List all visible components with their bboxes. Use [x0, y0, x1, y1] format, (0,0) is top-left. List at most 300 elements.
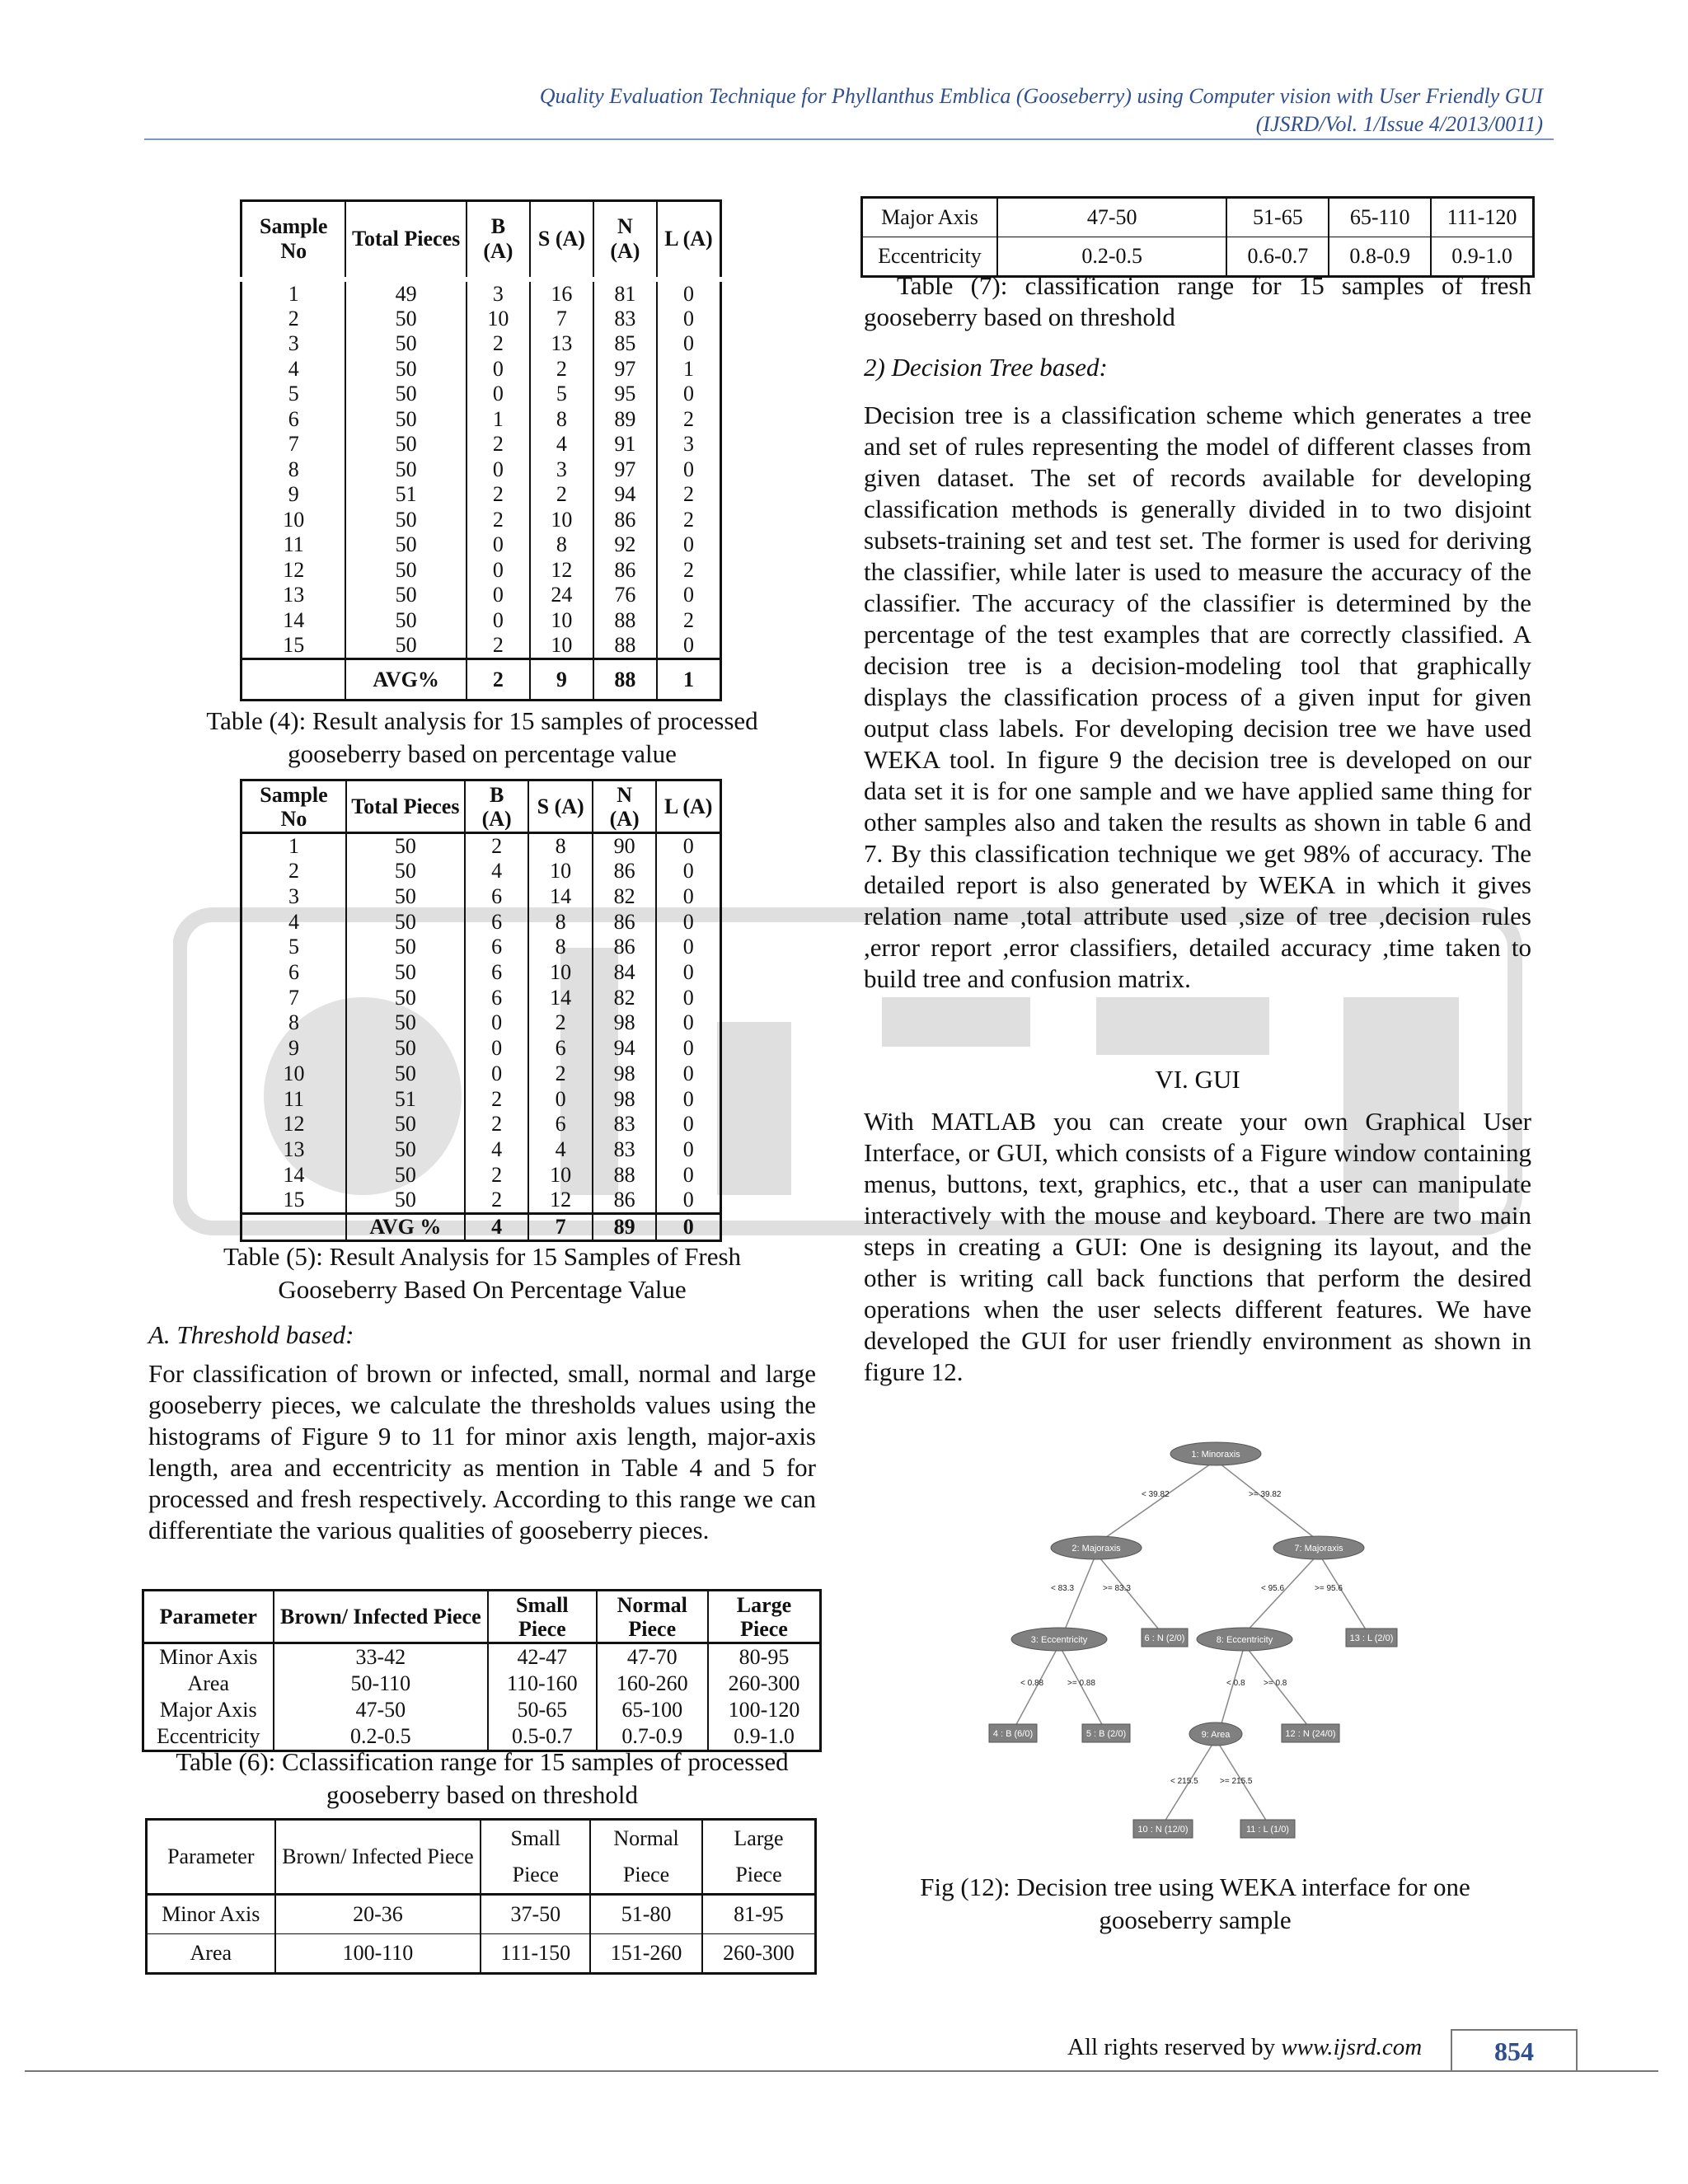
table-cell: 98	[593, 1010, 657, 1036]
tree-node-label: 5 : B (2/0)	[1085, 1729, 1127, 1739]
table-cell: 8	[528, 935, 593, 960]
table-cell: 2	[467, 331, 530, 357]
table-row	[241, 633, 721, 659]
table-row	[241, 884, 721, 910]
table-cell: 4	[465, 1213, 529, 1240]
table-row	[241, 357, 721, 382]
table-cell: 6	[465, 985, 529, 1010]
table-cell: 90	[593, 833, 657, 860]
table-cell: 2	[682, 482, 694, 507]
edge-label: >= 0.8	[1264, 1679, 1287, 1688]
decision-tree-heading: 2) Decision Tree based:	[864, 353, 1108, 382]
table-cell: 4	[465, 859, 529, 884]
table-cell: 10	[530, 633, 593, 659]
table-cell: 50-65	[488, 1697, 596, 1723]
table-row	[241, 1062, 721, 1087]
table-cell: 10	[467, 307, 530, 332]
edge-label: >= 95.6	[1315, 1584, 1343, 1593]
table-cell: Eccentricity	[862, 237, 997, 277]
table-cell: 1	[241, 279, 346, 307]
table-cell: 0	[682, 1086, 694, 1111]
table-cell: 2	[467, 508, 530, 533]
table-row	[241, 1086, 721, 1112]
gui-body: With MATLAB you can create your own Graphical User Interface, or GUI, which consists of a Figure window containing menus, buttons, text, graphics, etc., that a user can manipulate interactively with the mouse and keyboard. There are two main steps in creating a GUI: One is designing its layout, and the other is writing call back functions that perform the desired operations when the user selects different features. We have developed the GUI for user friendly environment as shown in figure 12.	[864, 1107, 1531, 1386]
table-header: B (A)	[465, 780, 529, 833]
table-cell: 0	[682, 859, 694, 883]
table-cell: Area	[143, 1671, 274, 1697]
table-cell: 86	[593, 508, 657, 533]
table-cell: 111-150	[481, 1934, 590, 1974]
table-cell: 4	[241, 909, 346, 935]
table-cell: 8	[530, 407, 593, 433]
table-row	[241, 279, 721, 307]
table-cell: 1	[467, 407, 530, 433]
table-cell: 7	[528, 1213, 593, 1240]
table-cell: 10	[241, 1062, 346, 1087]
table-row	[241, 833, 721, 860]
footer-copyright	[1067, 2034, 1422, 2061]
table-cell: AVG %	[346, 1213, 465, 1240]
table-5	[240, 779, 722, 1242]
table-cell: 0	[682, 382, 694, 406]
table-cell: Minor Axis	[147, 1895, 275, 1934]
table-row	[241, 457, 721, 483]
table-cell: 50	[346, 1188, 465, 1214]
table-cell: 0	[682, 1112, 694, 1137]
table-cell: 0	[682, 633, 694, 657]
table-cell: 13	[241, 1137, 346, 1163]
table-7-part-1	[145, 1818, 817, 1975]
table-cell: 6	[465, 935, 529, 960]
table-cell: 98	[593, 1086, 657, 1112]
table-header: Total Pieces	[345, 201, 466, 279]
table-cell: 85	[593, 331, 657, 357]
tree-node-label: 10 : N (12/0)	[1137, 1825, 1189, 1835]
table-row	[147, 1895, 816, 1934]
table-cell: 6	[528, 1112, 593, 1137]
table-cell: AVG%	[345, 659, 466, 701]
table-cell: 0	[682, 583, 694, 607]
table-cell: 49	[345, 279, 466, 307]
table-row	[241, 1112, 721, 1137]
table-cell: 50	[346, 935, 465, 960]
table-cell: 2	[467, 633, 530, 659]
table-cell: 82	[593, 884, 657, 910]
table-cell: 8	[528, 833, 593, 860]
table-cell: 50	[346, 1137, 465, 1163]
table-cell: 1	[682, 356, 694, 381]
table-row	[241, 1188, 721, 1214]
table-cell: 81	[593, 279, 657, 307]
gui-heading: VI. GUI	[1155, 1065, 1240, 1094]
table-cell: 50	[346, 1112, 465, 1137]
table-cell: 0	[465, 1062, 529, 1087]
table-cell: 0	[682, 1137, 694, 1161]
footer-bar	[25, 2070, 1658, 2072]
table-cell: 0	[682, 909, 694, 934]
table-cell: 42-47	[488, 1643, 596, 1671]
table-cell: 37-50	[481, 1895, 590, 1934]
table-header: S (A)	[528, 780, 593, 833]
table-cell: 20-36	[275, 1895, 481, 1934]
table-cell: 0	[528, 1086, 593, 1112]
table-cell: 94	[593, 1036, 657, 1062]
table-cell: 0	[467, 357, 530, 382]
table-header: N (A)	[593, 780, 657, 833]
running-header	[462, 82, 1543, 138]
table-cell: 14	[528, 985, 593, 1010]
table-row	[241, 909, 721, 935]
table-cell: 91	[593, 432, 657, 457]
table-row	[241, 482, 721, 508]
table-cell: 33-42	[274, 1643, 489, 1671]
table-cell: 6	[528, 1036, 593, 1062]
table-cell: 86	[593, 1188, 657, 1214]
table-cell: 97	[593, 457, 657, 483]
table-cell: 0	[682, 281, 694, 306]
tree-node-label: 4 : B (6/0)	[992, 1729, 1034, 1739]
table-row	[241, 558, 721, 583]
table-6-caption: Table (6): Cclassification range for 15 samples of processed gooseberry based on threshold	[176, 1747, 789, 1809]
table-cell: 0	[682, 1061, 694, 1085]
table-cell: 10	[241, 508, 346, 533]
table-cell: Major Axis	[862, 198, 997, 237]
table-cell: 50	[345, 307, 466, 332]
table-cell: 14	[241, 1162, 346, 1188]
table-cell: 0.7-0.9	[597, 1723, 708, 1751]
table-cell: Eccentricity	[143, 1723, 274, 1751]
table-cell: 2	[682, 607, 694, 632]
table-row	[241, 331, 721, 357]
table-header: S (A)	[530, 201, 593, 279]
table-cell: 0.5-0.7	[488, 1723, 596, 1751]
header-title: Quality Evaluation Technique for Phyllanthus Emblica (Gooseberry) using Computer vision with User Friendly GUI	[539, 84, 1543, 108]
table-cell: 0	[467, 382, 530, 407]
table-cell: 2	[528, 1010, 593, 1036]
table-cell: 16	[530, 279, 593, 307]
table-cell: Minor Axis	[143, 1643, 274, 1671]
table-cell: 7	[241, 432, 346, 457]
table-row	[241, 1137, 721, 1163]
table-cell: 3	[241, 884, 346, 910]
header-volume: (IJSRD/Vol. 1/Issue 4/2013/0011)	[1255, 112, 1543, 136]
tree-node-label: 3: Eccentricity	[1030, 1635, 1088, 1645]
table-cell: 3	[682, 432, 694, 457]
table-row	[241, 407, 721, 433]
table-cell: 4	[528, 1137, 593, 1163]
table-row	[862, 198, 1534, 237]
table-cell: 47-70	[597, 1643, 708, 1671]
table-cell: 2	[465, 1188, 529, 1214]
table-cell: 151-260	[590, 1934, 702, 1974]
table-cell: 81-95	[734, 1902, 784, 1926]
table-cell: 111-120	[1447, 205, 1517, 229]
table-cell: 11	[241, 1086, 346, 1112]
table-cell: 0.2-0.5	[274, 1723, 489, 1751]
table-cell: 50	[346, 1162, 465, 1188]
table-cell: 50	[346, 1062, 465, 1087]
section-a-heading: A. Threshold based:	[148, 1320, 354, 1349]
table-cell: 9	[241, 1036, 346, 1062]
table-row	[147, 1934, 816, 1974]
table-cell: 24	[530, 583, 593, 608]
table-cell: 0.9-1.0	[734, 1724, 795, 1748]
table-cell: 6	[241, 960, 346, 986]
table-cell: 86	[593, 935, 657, 960]
table-cell: 50	[345, 558, 466, 583]
table-cell: 11	[241, 532, 346, 558]
table-cell: 51-80	[590, 1895, 702, 1934]
table-row	[241, 1036, 721, 1062]
table-cell: 0.8-0.9	[1329, 237, 1431, 277]
table-cell: 0	[467, 608, 530, 634]
table-cell: 92	[593, 532, 657, 558]
table-header: Normal Piece	[590, 1820, 702, 1895]
table-cell: 100-120	[728, 1698, 800, 1722]
table-cell: 2	[467, 482, 530, 508]
table-cell: 88	[593, 659, 657, 701]
table-cell: 47-50	[274, 1697, 489, 1723]
tree-node-label: 6 : N (2/0)	[1144, 1633, 1185, 1643]
table-cell: 50	[345, 407, 466, 433]
table-header: B (A)	[467, 201, 530, 279]
table-cell: 6	[241, 407, 346, 433]
table-row	[241, 859, 721, 884]
table-cell: 3	[467, 279, 530, 307]
table-cell: 14	[528, 884, 593, 910]
table-4	[240, 199, 722, 701]
table-cell: 50	[346, 985, 465, 1010]
table-header: Parameter	[143, 1591, 274, 1643]
table-cell: 5	[241, 382, 346, 407]
table-cell: 15	[241, 1188, 346, 1214]
table-cell: 9	[241, 482, 346, 508]
edge-label: < 39.82	[1142, 1490, 1170, 1499]
edge-label: >= 39.82	[1249, 1490, 1282, 1499]
table-cell: 50	[346, 960, 465, 986]
table-cell: 0	[682, 1214, 694, 1239]
table-5-caption: Table (5): Result Analysis for 15 Samples of Fresh Gooseberry Based On Percentage Value	[223, 1242, 742, 1304]
table-cell: 10	[528, 1162, 593, 1188]
edge-label: >= 215.5	[1220, 1777, 1253, 1786]
table-cell: 15	[241, 633, 346, 659]
table-cell: 50	[346, 833, 465, 860]
section-a-body: For classification of brown or infected, small, normal and large gooseberry pieces, we calculate the thresholds values using the histograms of Figure 9 to 11 for minor axis length, major-axis length, area and eccentricity as mention in Table 4 and 5 for processed and fresh respectively. According to this range we can differentiate the various qualities of gooseberry pieces.	[148, 1359, 816, 1544]
table-cell: 95	[593, 382, 657, 407]
table-cell: Area	[147, 1934, 275, 1974]
table-cell: 88	[593, 608, 657, 634]
table-cell: 50	[345, 432, 466, 457]
table-cell: 0	[682, 985, 694, 1010]
table-cell: 76	[593, 583, 657, 608]
table-cell: 89	[593, 1213, 657, 1240]
table-header: Brown/ Infected Piece	[275, 1820, 481, 1895]
table-header: Small Piece	[488, 1591, 596, 1643]
edge-label: < 0.88	[1020, 1679, 1044, 1688]
table-cell	[241, 1213, 346, 1240]
table-cell: 86	[593, 558, 657, 583]
tree-node-label: 7: Majoraxis	[1294, 1544, 1343, 1554]
table-header: Parameter	[147, 1820, 275, 1895]
table-cell: 8	[241, 457, 346, 483]
table-cell: 0	[682, 331, 694, 356]
table-row	[241, 985, 721, 1010]
table-4-caption: Table (4): Result analysis for 15 samples of processed gooseberry based on percentage value	[206, 706, 758, 768]
figure-12-caption: Fig (12): Decision tree using WEKA interface for one gooseberry sample	[920, 1872, 1470, 1934]
table-cell: 51	[345, 482, 466, 508]
table-row	[241, 508, 721, 533]
table-cell: 50	[345, 382, 466, 407]
table-cell: 0	[682, 1036, 694, 1061]
table-cell: 2	[467, 659, 530, 701]
table-cell: 0	[682, 306, 694, 330]
table-cell: 2	[682, 507, 694, 532]
table-cell: 0	[682, 1010, 694, 1035]
table-cell: 2	[465, 1162, 529, 1188]
table-cell: 50	[345, 583, 466, 608]
table-cell: 47-50	[997, 198, 1227, 237]
table-cell: 12	[241, 1112, 346, 1137]
edge-label: < 215.5	[1170, 1777, 1198, 1786]
table-cell: 6	[465, 884, 529, 910]
table-6	[142, 1589, 822, 1752]
table-row	[143, 1697, 821, 1723]
table-cell: 50	[346, 884, 465, 910]
table-cell: 50	[345, 633, 466, 659]
table-cell: 0	[682, 884, 694, 909]
table-cell: 2	[682, 557, 694, 582]
table-cell: 4	[530, 432, 593, 457]
table-cell: 50	[346, 1010, 465, 1036]
table-cell: 50	[345, 331, 466, 357]
table-cell: 0	[682, 457, 694, 481]
tree-node-label: 9: Area	[1201, 1730, 1231, 1740]
table-cell: 0	[682, 532, 694, 557]
table-cell: 13	[530, 331, 593, 357]
table-cell: 86	[593, 859, 657, 884]
table-cell: 14	[241, 608, 346, 634]
table-cell: 260-300	[723, 1941, 795, 1965]
table-7-caption: Table (7): classification range for 15 samples of fresh gooseberry based on threshold	[864, 271, 1531, 331]
tree-node-label: 2: Majoraxis	[1071, 1544, 1121, 1554]
table-cell: 50	[346, 909, 465, 935]
table-cell: 10	[528, 859, 593, 884]
table-cell: 89	[593, 407, 657, 433]
table-cell: 2	[241, 307, 346, 332]
decision-tree-body: Decision tree is a classification scheme which generates a tree and set of rules representing the model of different classes from given dataset. The set of records available for developing classification methods is generally divided in to two disjoint subsets-training set and test set. The former is used for deriving the classifier, while later is used to measure the accuracy of the classifier. The accuracy of the classifier is determined by the percentage of the test examples that are correctly classified. A decision tree is a decision-modeling tool that graphically displays the classification process of a given input for given output class labels. For developing decision tree we have used WEKA tool. In figure 9 the decision tree is developed on our data set it is for one sample and we have applied same thing for other samples also and taken the results as shown in table 6 and 7. By this classification technique we get 98% of accuracy. The detailed report is also generated by WEKA in which it gives relation name ,total attribute used ,size of tree ,decision rules ,error report ,error classifiers, detailed accuracy ,time taken to build tree and confusion matrix.	[864, 401, 1531, 993]
table-cell: 50	[345, 457, 466, 483]
table-cell: 7	[241, 985, 346, 1010]
edge-label: >= 0.88	[1067, 1679, 1095, 1688]
table-cell	[241, 659, 346, 701]
table-header: N (A)	[593, 201, 657, 279]
table-cell: 160-260	[597, 1671, 708, 1697]
tree-node-label: 11 : L (1/0)	[1246, 1825, 1289, 1835]
table-7-part-2	[860, 196, 1535, 278]
table-cell: 8	[241, 1010, 346, 1036]
table-row	[241, 608, 721, 634]
table-cell: 0	[682, 960, 694, 985]
edge-label: < 95.6	[1261, 1584, 1285, 1593]
table-cell: 4	[465, 1137, 529, 1163]
table-header: L (A)	[663, 794, 713, 818]
table-cell: 65-100	[597, 1697, 708, 1723]
table-cell: 0	[682, 935, 694, 959]
table-cell: 12	[241, 558, 346, 583]
table-cell: 3	[530, 457, 593, 483]
table-cell: 83	[593, 307, 657, 332]
table-cell: 80-95	[738, 1645, 790, 1669]
table-header: Small Piece	[481, 1820, 590, 1895]
table-cell: 2	[465, 1086, 529, 1112]
table-row	[143, 1671, 821, 1697]
table-header: Sample No	[241, 780, 346, 833]
table-cell: 12	[530, 558, 593, 583]
table-cell: 10	[528, 960, 593, 986]
footer-site-link[interactable]: www.ijsrd.com	[1281, 2034, 1423, 2060]
footer-text: All rights reserved by	[1067, 2034, 1282, 2060]
table-cell: 2	[241, 859, 346, 884]
table-cell: 84	[593, 960, 657, 986]
table-cell: 0.2-0.5	[997, 237, 1227, 277]
table-cell: 6	[465, 909, 529, 935]
table-cell: 1	[682, 667, 694, 691]
table-cell: 0	[682, 1162, 694, 1187]
table-cell: 83	[593, 1112, 657, 1137]
table-cell: 2	[682, 406, 694, 431]
table-cell: 50	[345, 532, 466, 558]
table-header: Sample No	[241, 201, 346, 279]
table-cell: 0	[682, 1187, 694, 1212]
header-rule	[144, 138, 1554, 140]
tree-node-label: 13 : L (2/0)	[1349, 1633, 1394, 1643]
table-row	[241, 935, 721, 960]
table-cell: 0	[467, 532, 530, 558]
table-cell: 1	[241, 833, 346, 860]
table-header: Total Pieces	[346, 780, 465, 833]
table-cell: 98	[593, 1062, 657, 1087]
table-cell: 12	[528, 1188, 593, 1214]
table-cell: 50-110	[274, 1671, 489, 1697]
table-cell: 51	[346, 1086, 465, 1112]
decision-tree-figure	[985, 1426, 1414, 1854]
table-cell: 94	[593, 482, 657, 508]
table-cell: 4	[241, 357, 346, 382]
table-cell: 13	[241, 583, 346, 608]
table-cell: 7	[530, 307, 593, 332]
table-cell: 2	[465, 833, 529, 860]
table-header: Large Piece	[736, 1592, 792, 1641]
table-cell: 86	[593, 909, 657, 935]
edge-label: < 83.3	[1051, 1584, 1075, 1593]
table-cell: 8	[530, 532, 593, 558]
table-cell: 260-300	[728, 1671, 800, 1695]
table-cell: 50	[345, 608, 466, 634]
table-cell: 50	[345, 508, 466, 533]
table-cell: 2	[467, 432, 530, 457]
edge-label: >= 83.3	[1103, 1584, 1131, 1593]
table-cell: 10	[530, 508, 593, 533]
table-cell: 0.9-1.0	[1451, 244, 1512, 268]
table-header: L (A)	[664, 227, 713, 251]
table-cell: 2	[530, 482, 593, 508]
table-cell: 97	[593, 357, 657, 382]
table-cell: 0	[467, 457, 530, 483]
tree-node-label: 12 : N (24/0)	[1285, 1729, 1336, 1739]
table-cell: 2	[530, 357, 593, 382]
table-cell: 88	[593, 633, 657, 659]
table-cell: 0	[465, 1036, 529, 1062]
